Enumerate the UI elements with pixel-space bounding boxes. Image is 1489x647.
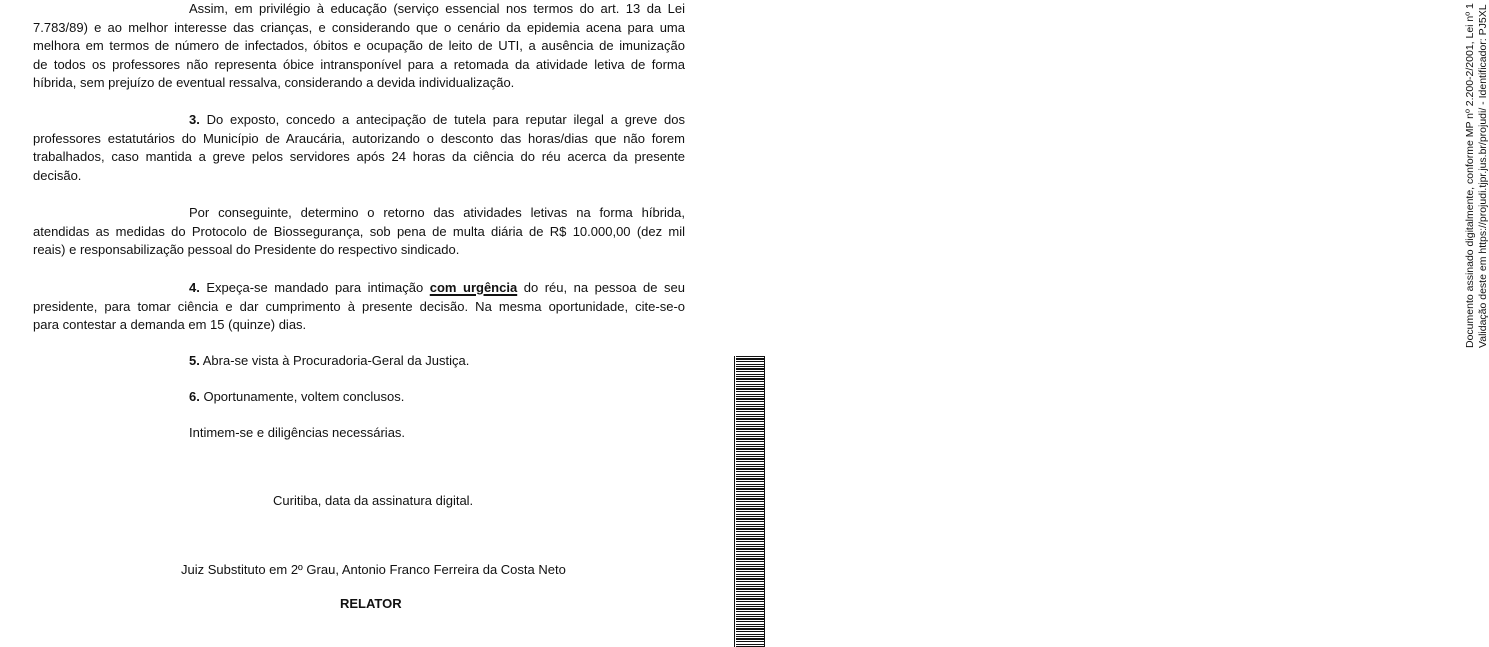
paragraph-4 bbox=[33, 279, 685, 335]
stamp-line: Documento assinado digitalmente, conforme MP nº 2.200-2/2001, Lei nº 1 bbox=[1464, 3, 1476, 348]
text-line: professores estatutários do Município de Araucária, autorizando o desconto das horas/dias que não forem bbox=[33, 130, 685, 146]
text-line: Por conseguinte, determino o retorno das atividades letivas na forma híbrida, bbox=[189, 205, 685, 220]
text-line: trabalhados, caso mantida a greve pelos servidores após 24 horas da ciência do réu acerca da presente bbox=[33, 149, 685, 165]
urgent-emphasis: com urgência bbox=[429, 280, 518, 295]
role-title: RELATOR bbox=[340, 596, 402, 611]
text-span: do réu, na pessoa de seu bbox=[517, 280, 685, 295]
paragraph-3 bbox=[33, 111, 685, 185]
text-line: 7.783/89) e ao melhor interesse das crianças, e considerando que o cenário da epidemia acena para uma bbox=[33, 19, 685, 35]
stamp-line: Validação deste em https://projudi.tjpr.jus.br/projudi/ - Identificador: PJ5XL bbox=[1477, 4, 1489, 348]
text-line: híbrida, sem prejuízo de eventual ressalva, considerando a devida individualização. bbox=[33, 75, 515, 91]
judge-signature: Juiz Substituto em 2º Grau, Antonio Franco Ferreira da Costa Neto bbox=[181, 562, 566, 577]
text-line: presidente, para tomar ciência e dar cumprimento à presente decisão. Na mesma oportunidade, cite-se-o bbox=[33, 298, 685, 314]
item-5 bbox=[189, 353, 469, 368]
item-number: 3. bbox=[189, 112, 200, 127]
place-date: Curitiba, data da assinatura digital. bbox=[273, 493, 474, 508]
item-6 bbox=[189, 389, 404, 404]
text-line: decisão. bbox=[33, 167, 82, 183]
text-span: Expeça-se mandado para intimação bbox=[199, 280, 430, 295]
text-span: Abra-se vista à Procuradoria-Geral da Justiça. bbox=[199, 353, 470, 368]
text-span: Oportunamente, voltem conclusos. bbox=[199, 389, 405, 404]
paragraph-education bbox=[33, 0, 685, 93]
text-line: para contestar a demanda em 15 (quinze) dias. bbox=[33, 317, 307, 333]
text-line: reais) e responsabilização pessoal do Presidente do respectivo sindicado. bbox=[33, 242, 460, 258]
item-number: 4. bbox=[189, 280, 200, 295]
text-line: Assim, em privilégio à educação (serviço essencial nos termos do art. 13 da Lei bbox=[189, 1, 685, 16]
barcode-border bbox=[734, 356, 735, 647]
document-page bbox=[0, 0, 728, 647]
item-number: 5. bbox=[189, 353, 200, 368]
text-span: Do exposto, concedo a antecipação de tutela para reputar ilegal a greve dos bbox=[199, 112, 685, 127]
text-line: de todos os professores não representa óbice intransponível para a retomada da atividade letiva de forma bbox=[33, 56, 685, 72]
closing-order: Intimem-se e diligências necessárias. bbox=[189, 425, 406, 440]
item-number: 6. bbox=[189, 389, 200, 404]
text-line bbox=[33, 279, 685, 298]
barcode bbox=[736, 356, 764, 647]
text-line bbox=[33, 111, 685, 130]
text-line: atendidas as medidas do Protocolo de Biossegurança, sob pena de multa diária de R$ 10.000,00 (dez mil bbox=[33, 223, 685, 239]
text-line: melhora em termos de número de infectados, óbitos e ocupação de leito de UTI, a ausência de imunização bbox=[33, 38, 685, 54]
paragraph-conseguinte bbox=[33, 204, 685, 260]
barcode-border bbox=[764, 356, 765, 647]
